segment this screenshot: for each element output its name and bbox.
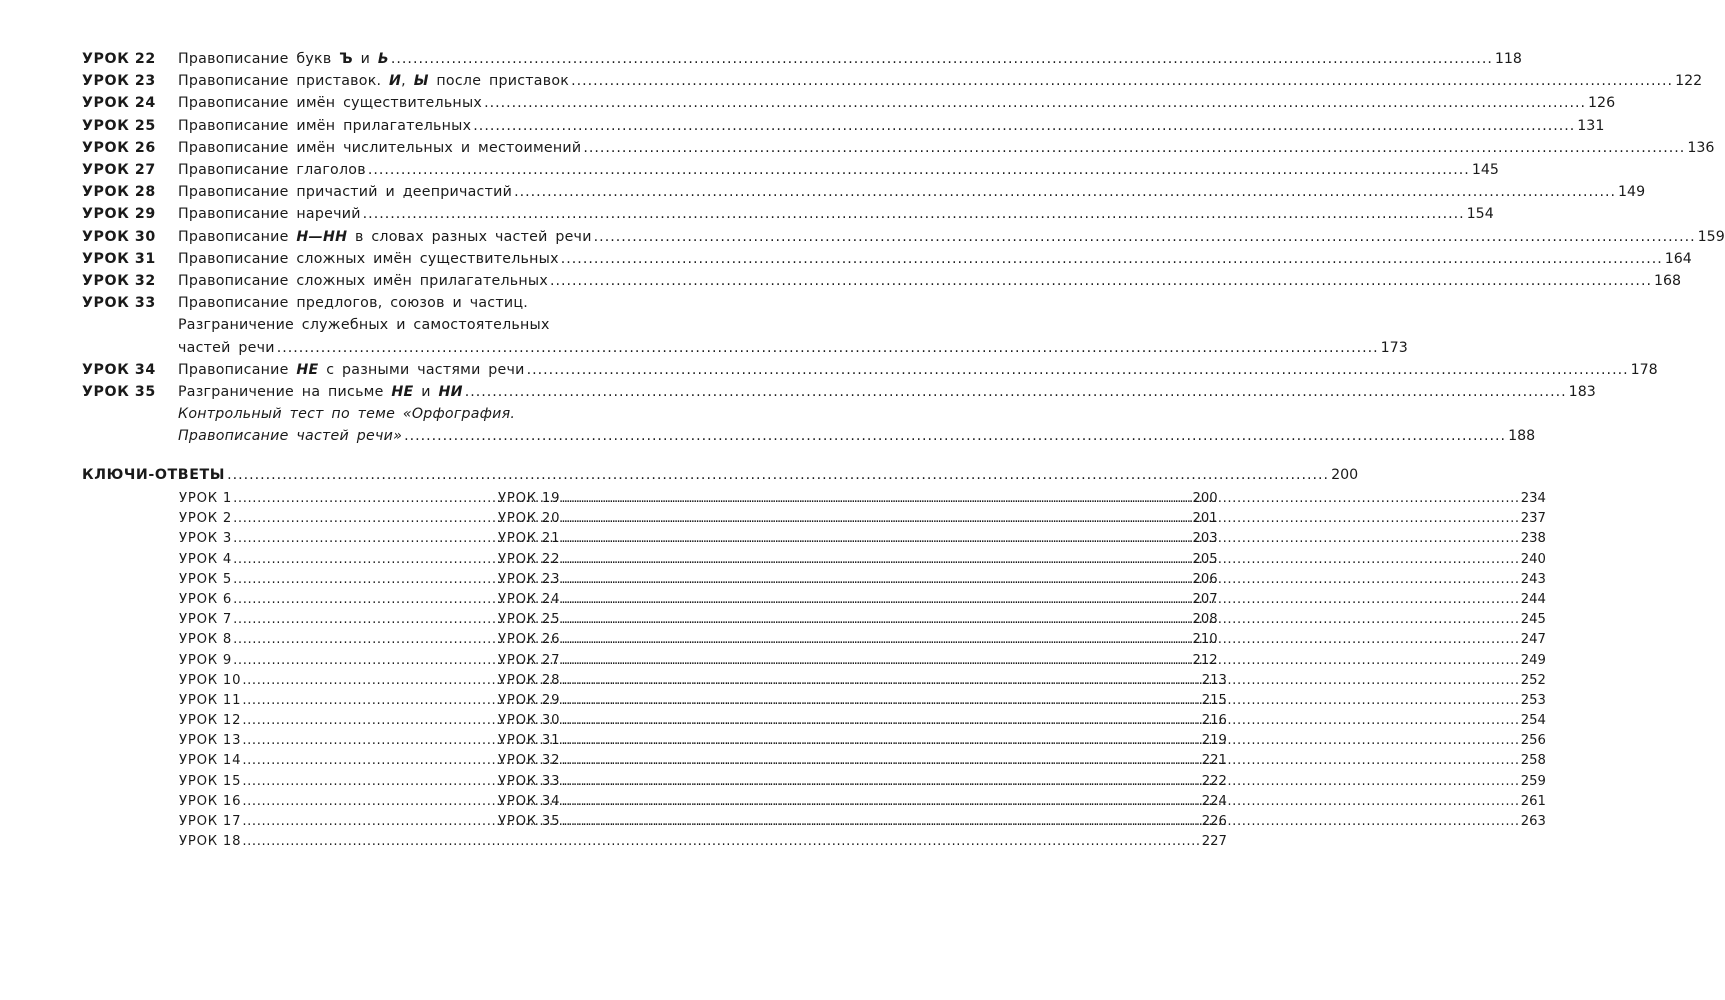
lesson-number: УРОК 33 [82, 295, 156, 312]
title-segment: и [413, 384, 439, 401]
title-segment: Правописание сложных имён прилагательных [178, 273, 548, 290]
title-segment: Правописание глаголов [178, 162, 366, 179]
page-number: 149 [1618, 184, 1646, 201]
key-lesson-label: УРОК 22 [498, 551, 561, 567]
key-lesson-label: УРОК 20 [498, 511, 561, 527]
key-lesson-label: УРОК 26 [498, 632, 561, 648]
key-page-number: 222 [1201, 773, 1227, 789]
lesson-title-block [178, 159, 1499, 181]
lesson-title [178, 359, 525, 381]
lesson-entry[interactable] [82, 270, 1682, 292]
key-lesson-label: УРОК 3 [179, 531, 233, 547]
title-segment: Ъ [339, 51, 353, 67]
title-segment: Правописание приставок. [178, 73, 390, 90]
key-page-number: 203 [1192, 531, 1218, 547]
dot-leader [561, 610, 1519, 630]
title-segment: после приставок [428, 73, 570, 90]
title-segment: Правописание букв [178, 51, 340, 67]
lesson-title [178, 181, 512, 203]
dot-leader [594, 226, 1696, 248]
key-page-number: 221 [1201, 753, 1227, 769]
lesson-entry[interactable] [82, 359, 1658, 381]
title-line [178, 403, 1535, 425]
dot-leader [277, 337, 1379, 359]
dot-leader [561, 248, 1663, 270]
title-segment: и [352, 51, 378, 67]
title-segment: НЕ [296, 361, 319, 378]
title-line [178, 48, 1522, 70]
lesson-entry[interactable] [82, 159, 1499, 181]
key-lesson-label: УРОК 11 [179, 692, 242, 708]
lesson-title [178, 381, 463, 403]
title-segment: НИ [438, 384, 463, 401]
dot-leader [561, 691, 1519, 711]
title-segment: Ь [377, 51, 389, 67]
title-segment: Контрольный тест по теме «Орфография. [178, 406, 516, 423]
page-number: 178 [1630, 361, 1658, 378]
dot-leader [368, 159, 1470, 181]
dot-leader [561, 671, 1519, 691]
lesson-title-block [178, 226, 1725, 248]
title-segment: Правописание наречий [178, 206, 361, 223]
key-lesson-label: УРОК 7 [179, 612, 233, 628]
lesson-number: УРОК 28 [82, 184, 156, 201]
key-lesson-label: УРОК 10 [179, 672, 242, 688]
key-page-number: 219 [1201, 733, 1227, 749]
key-page-number: 256 [1520, 733, 1546, 749]
key-page-number: 212 [1192, 652, 1218, 668]
dot-leader [363, 203, 1465, 225]
dot-leader [391, 48, 1493, 70]
title-line [178, 381, 1596, 403]
lesson-list [82, 48, 1725, 448]
lesson-title [178, 48, 389, 70]
title-segment: Правописание предлогов, союзов и частиц. [178, 295, 528, 312]
lesson-title [178, 226, 592, 248]
title-segment: НЕ [391, 384, 414, 401]
dot-leader [561, 731, 1519, 751]
dot-leader [473, 115, 1575, 137]
key-page-number: 210 [1192, 632, 1218, 648]
dot-leader [242, 832, 1200, 852]
key-page-number: 259 [1520, 773, 1546, 789]
dot-leader [561, 772, 1519, 792]
key-lesson-label: УРОК 29 [498, 692, 561, 708]
title-line [178, 226, 1725, 248]
key-lesson-label: УРОК 18 [179, 834, 242, 850]
key-lesson-label: УРОК 35 [498, 814, 561, 829]
title-segment: Правописание [178, 228, 297, 245]
key-lesson-label: УРОК 12 [179, 713, 242, 729]
lesson-title [178, 248, 559, 270]
lesson-title-block [178, 381, 1596, 403]
lesson-title-block [178, 403, 1535, 447]
key-page-number: 216 [1201, 713, 1227, 729]
key-lesson-label: УРОК 25 [498, 612, 561, 628]
dot-leader [561, 630, 1519, 650]
dot-leader [514, 181, 1616, 203]
dot-leader [561, 570, 1519, 590]
lesson-number: УРОК 30 [82, 228, 156, 245]
key-lesson-label: УРОК 32 [498, 753, 561, 769]
title-segment: Правописание имён существительных [178, 95, 483, 112]
title-line [178, 248, 1692, 270]
title-line [178, 270, 1681, 292]
page-number: 188 [1508, 428, 1536, 445]
dot-leader [550, 270, 1652, 292]
dot-leader [227, 464, 1329, 486]
lesson-title-block [178, 359, 1658, 381]
lesson-title-block [178, 270, 1681, 292]
keys-page-number: 200 [1331, 467, 1359, 483]
key-page-number: 245 [1520, 612, 1546, 628]
key-page-number: 240 [1520, 551, 1546, 567]
lesson-title [178, 337, 275, 359]
lesson-number: УРОК 24 [82, 95, 156, 112]
title-line [178, 115, 1604, 137]
key-page-number: 224 [1201, 793, 1227, 809]
page-number: 183 [1568, 384, 1596, 401]
lesson-number: УРОК 31 [82, 250, 156, 267]
lesson-number: УРОК 32 [82, 273, 156, 290]
dot-leader [404, 425, 1506, 447]
lesson-entry[interactable] [82, 137, 1715, 159]
key-lesson-label: УРОК 1 [179, 491, 233, 506]
page-number: 145 [1471, 162, 1499, 179]
lesson-title [178, 92, 482, 114]
key-page-number: 206 [1192, 571, 1218, 587]
key-page-number: 234 [1520, 491, 1546, 506]
title-segment: Правописание имён числительных и местоимений [178, 139, 582, 156]
title-line [178, 92, 1615, 114]
dot-leader [561, 509, 1519, 529]
lesson-entry[interactable] [82, 48, 1522, 70]
key-lesson-label: УРОК 14 [179, 753, 242, 769]
lesson-title-block [178, 181, 1645, 203]
key-lesson-label: УРОК 24 [498, 591, 561, 607]
title-segment: Н—НН [296, 228, 348, 245]
page-number: 122 [1675, 73, 1703, 90]
lesson-title-block [178, 203, 1494, 225]
lesson-entry[interactable] [82, 115, 1605, 137]
lesson-entry[interactable] [82, 70, 1703, 92]
key-page-number: 215 [1201, 692, 1227, 708]
title-line [178, 359, 1658, 381]
title-segment: Разграничение служебных и самостоятельных [178, 317, 550, 334]
lesson-entry[interactable] [82, 203, 1494, 225]
lesson-number: УРОК 23 [82, 73, 156, 90]
key-page-number: 227 [1201, 834, 1227, 850]
lesson-entry[interactable] [82, 248, 1692, 270]
key-lesson-label: УРОК 17 [179, 814, 242, 829]
lesson-title [178, 115, 471, 137]
lesson-title [178, 137, 581, 159]
title-line [178, 70, 1702, 92]
title-line [178, 337, 1408, 359]
title-segment: Ы [413, 73, 429, 90]
key-lesson-label: УРОК 5 [179, 571, 233, 587]
lesson-entry[interactable] [82, 292, 1408, 359]
key-lesson-label: УРОК 2 [179, 511, 233, 527]
page-number: 154 [1466, 206, 1494, 223]
key-page-number: 213 [1201, 672, 1227, 688]
lesson-title-block [178, 137, 1714, 159]
dot-leader [465, 381, 1567, 403]
title-line [178, 159, 1499, 181]
title-segment: Правописание [178, 361, 297, 378]
lesson-title [178, 314, 550, 336]
title-segment: Разграничение на письме [178, 384, 392, 401]
lesson-number: УРОК 34 [82, 361, 156, 378]
lesson-number: УРОК 25 [82, 117, 156, 134]
lesson-entry[interactable] [82, 92, 1616, 114]
key-page-number: 258 [1520, 753, 1546, 769]
lesson-title [178, 403, 515, 425]
lesson-title-block [178, 292, 1408, 359]
dot-leader [561, 651, 1519, 671]
key-page-number: 249 [1520, 652, 1546, 668]
lesson-entry[interactable] [82, 226, 1725, 248]
lesson-title-block [178, 248, 1692, 270]
key-lesson-label: УРОК 30 [498, 713, 561, 729]
title-segment: , [401, 73, 414, 90]
control-test-entry[interactable] [82, 403, 1536, 447]
page-number: 131 [1577, 117, 1605, 134]
title-segment: Правописание частей речи» [178, 428, 403, 445]
title-segment: Правописание имён прилагательных [178, 117, 472, 134]
key-lesson-label: УРОК 21 [498, 531, 561, 547]
key-lesson-label: УРОК 23 [498, 571, 561, 587]
lesson-number: УРОК 26 [82, 139, 156, 156]
lesson-title [178, 159, 366, 181]
key-lesson-label: УРОК 6 [179, 591, 233, 607]
page-number: 159 [1697, 228, 1725, 245]
key-page-number: 252 [1520, 672, 1546, 688]
key-lesson-label: УРОК 33 [498, 773, 561, 789]
key-page-number: 253 [1520, 692, 1546, 708]
keys-heading[interactable] [82, 464, 1359, 486]
lesson-title-block [178, 115, 1604, 137]
key-lesson-label: УРОК 34 [498, 793, 561, 809]
dot-leader [561, 812, 1519, 832]
lesson-title-block [178, 48, 1522, 70]
key-lesson-label: УРОК 15 [179, 773, 242, 789]
dot-leader [484, 92, 1586, 114]
keys-title: КЛЮЧИ-ОТВЕТЫ [82, 467, 226, 483]
page-number: 168 [1653, 273, 1682, 290]
key-lesson-label: УРОК 19 [498, 491, 561, 506]
key-page-number: 244 [1520, 591, 1546, 607]
page-number: 173 [1380, 339, 1408, 356]
key-page-number: 263 [1520, 814, 1546, 829]
dot-leader [561, 550, 1519, 570]
title-line [178, 181, 1645, 203]
key-lesson-label: УРОК 16 [179, 793, 242, 809]
key-page-number: 247 [1520, 632, 1546, 648]
title-line [178, 425, 1535, 447]
key-entry[interactable] [179, 832, 1227, 852]
lesson-number: УРОК 22 [82, 51, 156, 67]
key-page-number: 207 [1192, 591, 1218, 607]
key-page-number: 205 [1192, 551, 1218, 567]
key-page-number: 208 [1192, 612, 1218, 628]
key-lesson-label: УРОК 13 [179, 733, 242, 749]
lesson-title [178, 292, 528, 314]
lesson-title-block [178, 70, 1702, 92]
lesson-title [178, 70, 569, 92]
page-number: 164 [1664, 250, 1692, 267]
dot-leader [561, 792, 1519, 812]
key-page-number: 237 [1520, 511, 1546, 527]
dot-leader [583, 137, 1685, 159]
title-segment: И [389, 73, 402, 90]
lesson-title-block [178, 92, 1615, 114]
title-segment: в словах разных частей речи [347, 228, 592, 245]
lesson-entry[interactable] [82, 181, 1646, 203]
key-lesson-label: УРОК 9 [179, 652, 233, 668]
title-segment: частей речи [178, 339, 275, 356]
page-number: 136 [1687, 139, 1715, 156]
key-page-number: 254 [1520, 713, 1546, 729]
title-line [178, 203, 1494, 225]
key-page-number: 201 [1192, 511, 1218, 527]
lesson-number: УРОК 29 [82, 206, 156, 223]
key-lesson-label: УРОК 28 [498, 672, 561, 688]
lesson-number: УРОК 27 [82, 162, 156, 179]
key-lesson-label: УРОК 27 [498, 652, 561, 668]
page-number: 126 [1588, 95, 1616, 112]
page-number: 118 [1494, 51, 1522, 67]
key-lesson-label: УРОК 8 [179, 632, 233, 648]
key-page-number: 238 [1520, 531, 1546, 547]
key-page-number: 261 [1520, 793, 1546, 809]
dot-leader [561, 711, 1519, 731]
lesson-title [178, 203, 361, 225]
key-lesson-label: УРОК 4 [179, 551, 233, 567]
dot-leader [561, 489, 1519, 509]
lesson-title [178, 270, 548, 292]
title-segment: Правописание сложных имён существительных [178, 250, 559, 267]
dot-leader [561, 751, 1519, 771]
title-line [178, 292, 1408, 314]
dot-leader [527, 359, 1629, 381]
lesson-number: УРОК 35 [82, 384, 156, 401]
key-lesson-label: УРОК 31 [498, 733, 561, 749]
key-page-number: 226 [1201, 814, 1227, 829]
dot-leader [561, 590, 1519, 610]
title-segment: с разными частями речи [318, 361, 525, 378]
title-segment: Правописание причастий и деепричастий [178, 184, 513, 201]
title-line [178, 137, 1714, 159]
lesson-title [178, 425, 402, 447]
key-page-number: 243 [1520, 571, 1546, 587]
lesson-entry[interactable] [82, 381, 1596, 403]
dot-leader [561, 529, 1519, 549]
key-page-number: 200 [1192, 491, 1218, 506]
dot-leader [571, 70, 1673, 92]
title-line [178, 314, 1408, 336]
